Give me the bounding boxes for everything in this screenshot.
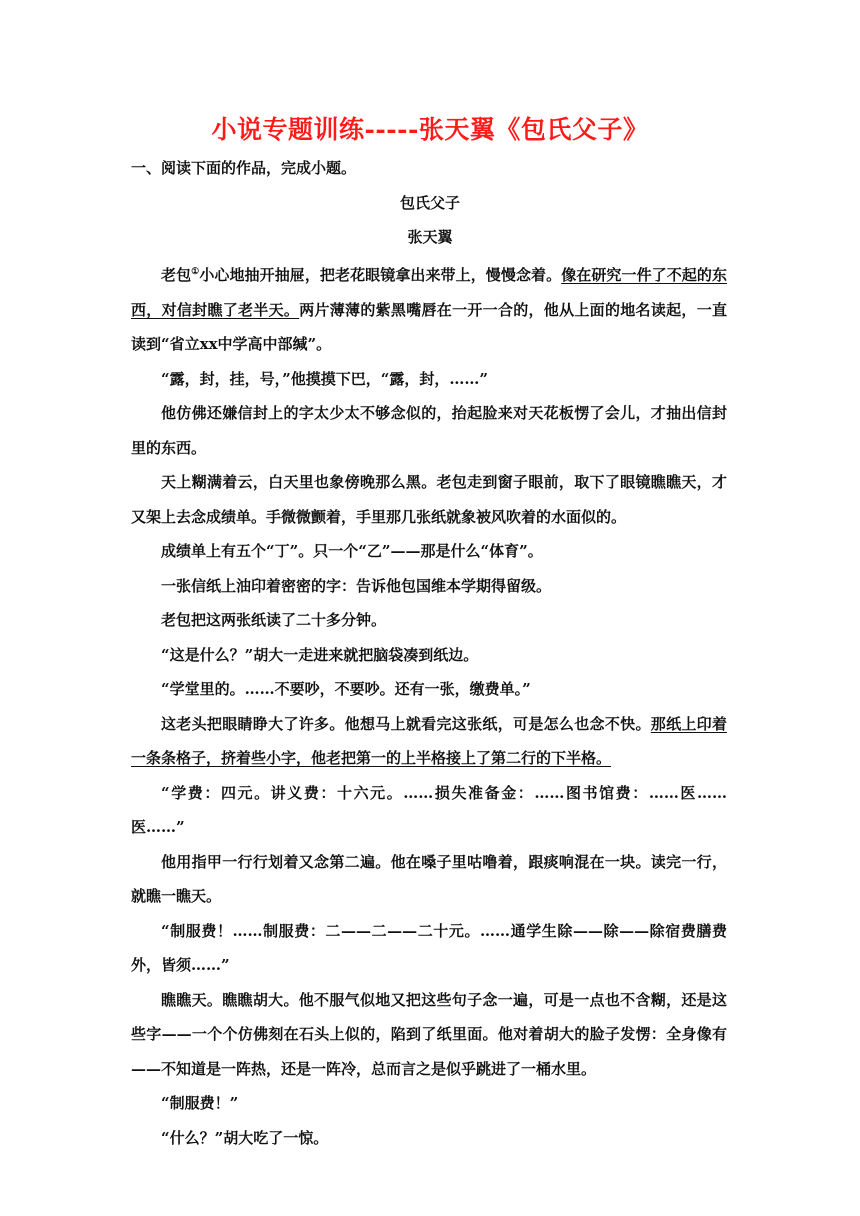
paragraph-text: 两片薄薄的紫黑嘴唇在一开一合的，他从上面的地名读起，一直读到“省立xx中学高中部缄”。 [131, 300, 727, 353]
author-name: 张天翼 [407, 228, 453, 246]
paragraph [131, 707, 727, 776]
paragraph-text: 这老头把眼睛睁大了许多。他想马上就看完这张纸，可是怎么也念不快。 [161, 714, 651, 733]
paragraph: 一张信纸上油印着密密的字：告诉他包国维本学期得留级。 [161, 576, 552, 595]
paragraph: 成绩单上有五个“丁”。只一个“乙”——那是什么“体育”。 [161, 542, 543, 560]
question-heading: 一、阅读下面的作品，完成小题。 [131, 159, 357, 177]
paragraph-text: 小心地抽开抽屉，把老花眼镜拿出来带上，慢慢念着。 [199, 266, 562, 284]
paragraph: 他仿佛还嫌信封上的字太少太不够念似的，抬起脸来对天花板愣了会儿，才抽出信封里的东西。 [131, 404, 727, 457]
paragraph: “制服费！……制服费：二——二——二十元。……通学生除——除——除宿费膳费外，皆须……” [131, 921, 727, 974]
paragraph: 他用指甲一行行划着又念第二遍。他在嗓子里咕噜着，跟痰响混在一块。读完一行，就瞧一瞧天。 [131, 852, 727, 905]
paragraph [131, 258, 727, 362]
underlined-passage: 像在研究一件了不起的东西，对信封瞧了老半天。 [131, 266, 727, 319]
document-title: 小说专题训练-----张天翼《包氏父子》 [211, 115, 649, 144]
paragraph: 老包把这两张纸读了二十多分钟。 [161, 611, 387, 629]
paragraph: “这是什么？”胡大一走进来就把脑袋凑到纸边。 [161, 645, 479, 664]
paragraph: “学费：四元。讲义费：十六元。……损失准备金：……图书馆费：……医……医……” [131, 783, 727, 836]
paragraph: “制服费！” [161, 1094, 239, 1112]
paragraph: 瞧瞧天。瞧瞧胡大。他不服气似地又把这些句子念一遍，可是一点也不含糊，还是这些字——一个个仿佛刻在石头上似的，陷到了纸里面。他对着胡大的脸子发愣：全身像有——不知道是一阵热，还是一阵冷，总而言之是似乎跳进了一桶水里。 [131, 990, 727, 1078]
footnote-mark: ① [191, 267, 200, 277]
work-title: 包氏父子 [399, 194, 460, 212]
story-body [131, 258, 727, 1155]
paragraph: “什么？”胡大吃了一惊。 [161, 1128, 329, 1147]
underlined-passage: 那纸上印着一条条格子，挤着些小字，他老把第一的上半格接上了第二行的下半格。 [131, 714, 727, 767]
paragraph: “露，封，挂，号，”他摸摸下巴，“露，封，……” [161, 369, 489, 388]
paragraph: 天上糊满着云，白天里也象傍晚那么黑。老包走到窗子眼前，取下了眼镜瞧瞧天，才又架上去念成绩单。手微微颤着，手里那几张纸就象被风吹着的水面似的。 [131, 473, 727, 526]
paragraph: “学堂里的。……不要吵，不要吵。还有一张，缴费单。” [161, 680, 531, 698]
paragraph-text: 老包 [161, 266, 192, 284]
